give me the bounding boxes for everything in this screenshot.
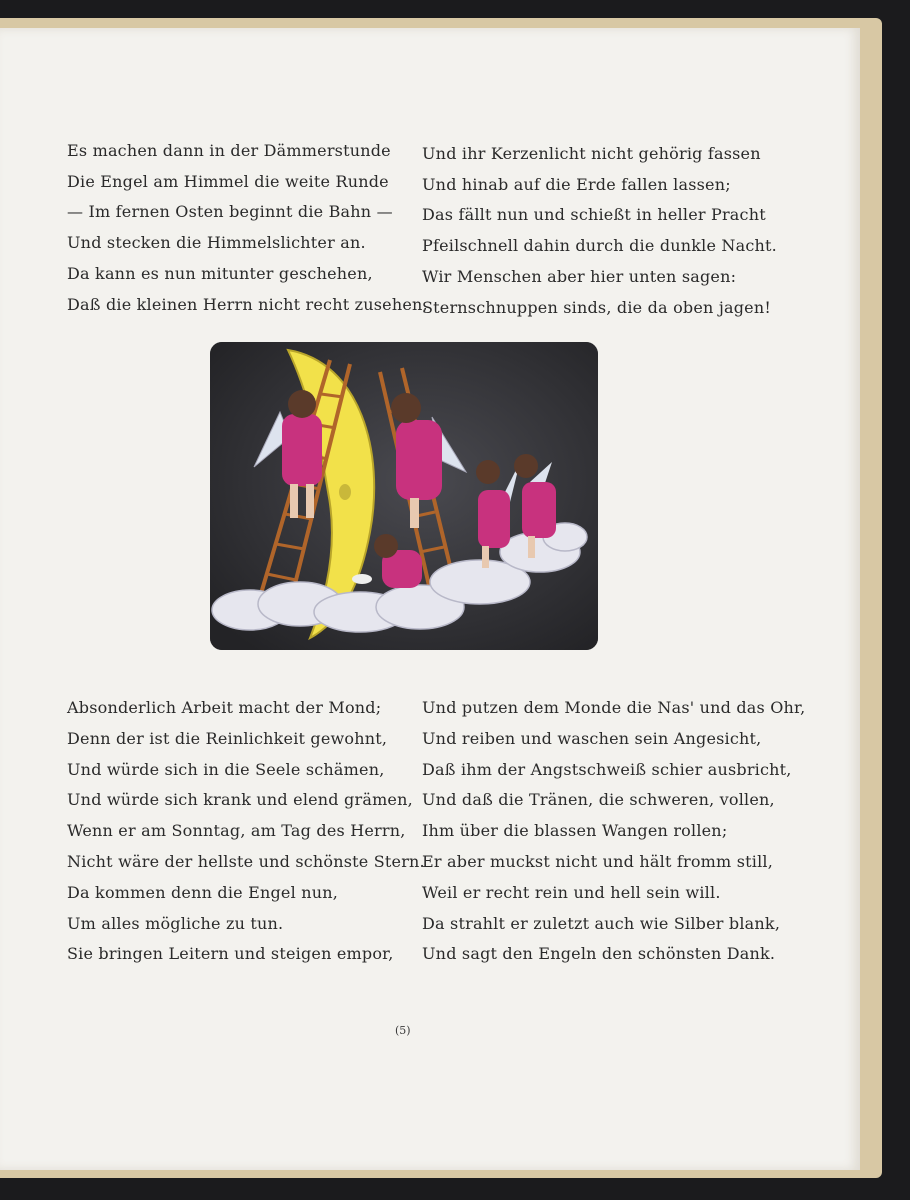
verse-line: Und würde sich in die Seele schämen, (67, 759, 385, 779)
verse-line: Und sagt den Engeln den schönsten Dank. (422, 944, 776, 964)
verse-line: Da kann es nun mitunter geschehen, (67, 263, 373, 283)
verse-line: Und reiben und waschen sein Angesicht, (422, 728, 762, 748)
illustration-angels-cleaning-moon (210, 342, 598, 650)
verse-line: Pfeilschnell dahin durch die dunkle Nacht. (422, 236, 777, 256)
verse-line: Er aber muckst nicht und hält fromm still, (422, 851, 773, 871)
verse-line: Denn der ist die Reinlichkeit gewohnt, (67, 728, 388, 748)
stanza-upper-right (422, 139, 777, 323)
verse-line: Und hinab auf die Erde fallen lassen; (422, 174, 731, 194)
verse-line: Und daß die Tränen, die schweren, vollen, (422, 790, 775, 810)
stanza-upper-left (67, 136, 428, 320)
stanza-lower-right (422, 693, 805, 970)
illustration-art (210, 342, 598, 650)
verse-line: Absonderlich Arbeit macht der Mond; (67, 698, 382, 717)
verse-line: Und stecken die Himmelslichter an. (67, 233, 366, 253)
verse-line: Die Engel am Himmel die weite Runde (67, 171, 389, 191)
verse-line: Sternschnuppen sinds, die da oben jagen! (422, 297, 771, 317)
verse-line: Wenn er am Sonntag, am Tag des Herrn, (67, 821, 406, 841)
verse-line: Daß ihm der Angstschweiß schier ausbricht, (422, 759, 792, 779)
verse-line: Wir Menschen aber hier unten sagen: (422, 266, 737, 286)
verse-line: Ihm über die blassen Wangen rollen; (422, 821, 728, 841)
verse-line: Weil er recht rein und hell sein will. (422, 882, 721, 902)
page-number: (5) (395, 1024, 411, 1037)
verse-line: — Im fernen Osten beginnt die Bahn — (67, 202, 393, 222)
verse-line: Und würde sich krank und elend grämen, (67, 790, 413, 810)
verse-line: Und ihr Kerzenlicht nicht gehörig fassen (422, 144, 761, 163)
verse-line: Um alles mögliche zu tun. (67, 913, 284, 933)
verse-line: Nicht wäre der hellste und schönste Stern. (67, 851, 425, 871)
verse-line: Da strahlt er zuletzt auch wie Silber blank, (422, 913, 781, 933)
verse-line: Und putzen dem Monde die Nas' und das Ohr, (422, 698, 806, 717)
verse-line: Es machen dann in der Dämmerstunde (67, 141, 391, 160)
verse-line: Sie bringen Leitern und steigen empor, (67, 944, 394, 964)
verse-line: Da kommen denn die Engel nun, (67, 882, 339, 902)
verse-line: Das fällt nun und schießt in heller Pracht (422, 205, 766, 225)
stanza-lower-left (67, 693, 425, 970)
verse-line: Daß die kleinen Herrn nicht recht zusehen, (67, 294, 428, 314)
